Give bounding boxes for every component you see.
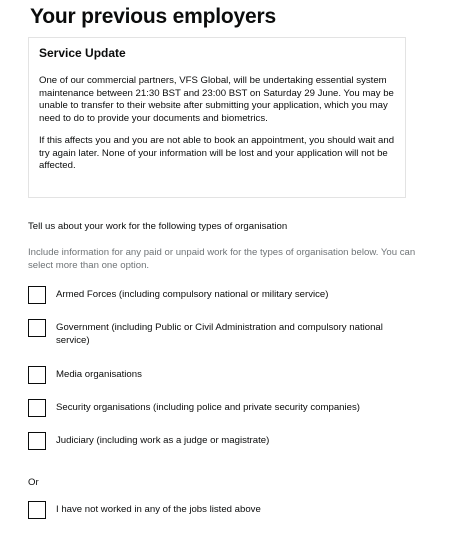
checkbox-box[interactable] (28, 319, 46, 337)
page-title: Your previous employers (30, 5, 276, 28)
checkbox-government[interactable] (28, 319, 388, 347)
checkbox-armed-forces[interactable] (28, 286, 428, 304)
notice-paragraph-1: One of our commercial partners, VFS Global, will be undertaking essential system maintenance between 21:30 BST and 23:00 BST on Saturday 29 June. You may be unable to transfer to their website after submitting your application, which you may need to do to provide your documents and biometrics. (39, 75, 394, 124)
checkbox-box[interactable] (28, 399, 46, 417)
or-divider: Or (28, 477, 39, 488)
service-update-notice (28, 37, 406, 198)
checkbox-box[interactable] (28, 432, 46, 450)
checkbox-label: Security organisations (including police and private security companies) (56, 402, 360, 413)
checkbox-label: I have not worked in any of the jobs listed above (56, 504, 261, 515)
checkbox-label: Judiciary (including work as a judge or magistrate) (56, 435, 270, 446)
checkbox-box[interactable] (28, 366, 46, 384)
notice-title: Service Update (39, 46, 126, 60)
checkbox-label: Government (including Public or Civil Administration and compulsory national service) (56, 322, 383, 346)
question-label: Tell us about your work for the following types of organisation (28, 221, 288, 232)
question-hint: Include information for any paid or unpaid work for the types of organisation below. You can select more than one option. (28, 247, 416, 271)
checkbox-security[interactable] (28, 399, 428, 417)
checkbox-judiciary[interactable] (28, 432, 428, 450)
checkbox-media[interactable] (28, 366, 428, 384)
checkbox-box[interactable] (28, 501, 46, 519)
checkbox-label: Media organisations (56, 369, 142, 380)
checkbox-none[interactable] (28, 501, 428, 519)
checkbox-box[interactable] (28, 286, 46, 304)
checkbox-label: Armed Forces (including compulsory national or military service) (56, 289, 329, 300)
notice-paragraph-2: If this affects you and you are not able to book an appointment, you should wait and try again later. None of your information will be lost and your application will not be affected. (39, 135, 395, 171)
